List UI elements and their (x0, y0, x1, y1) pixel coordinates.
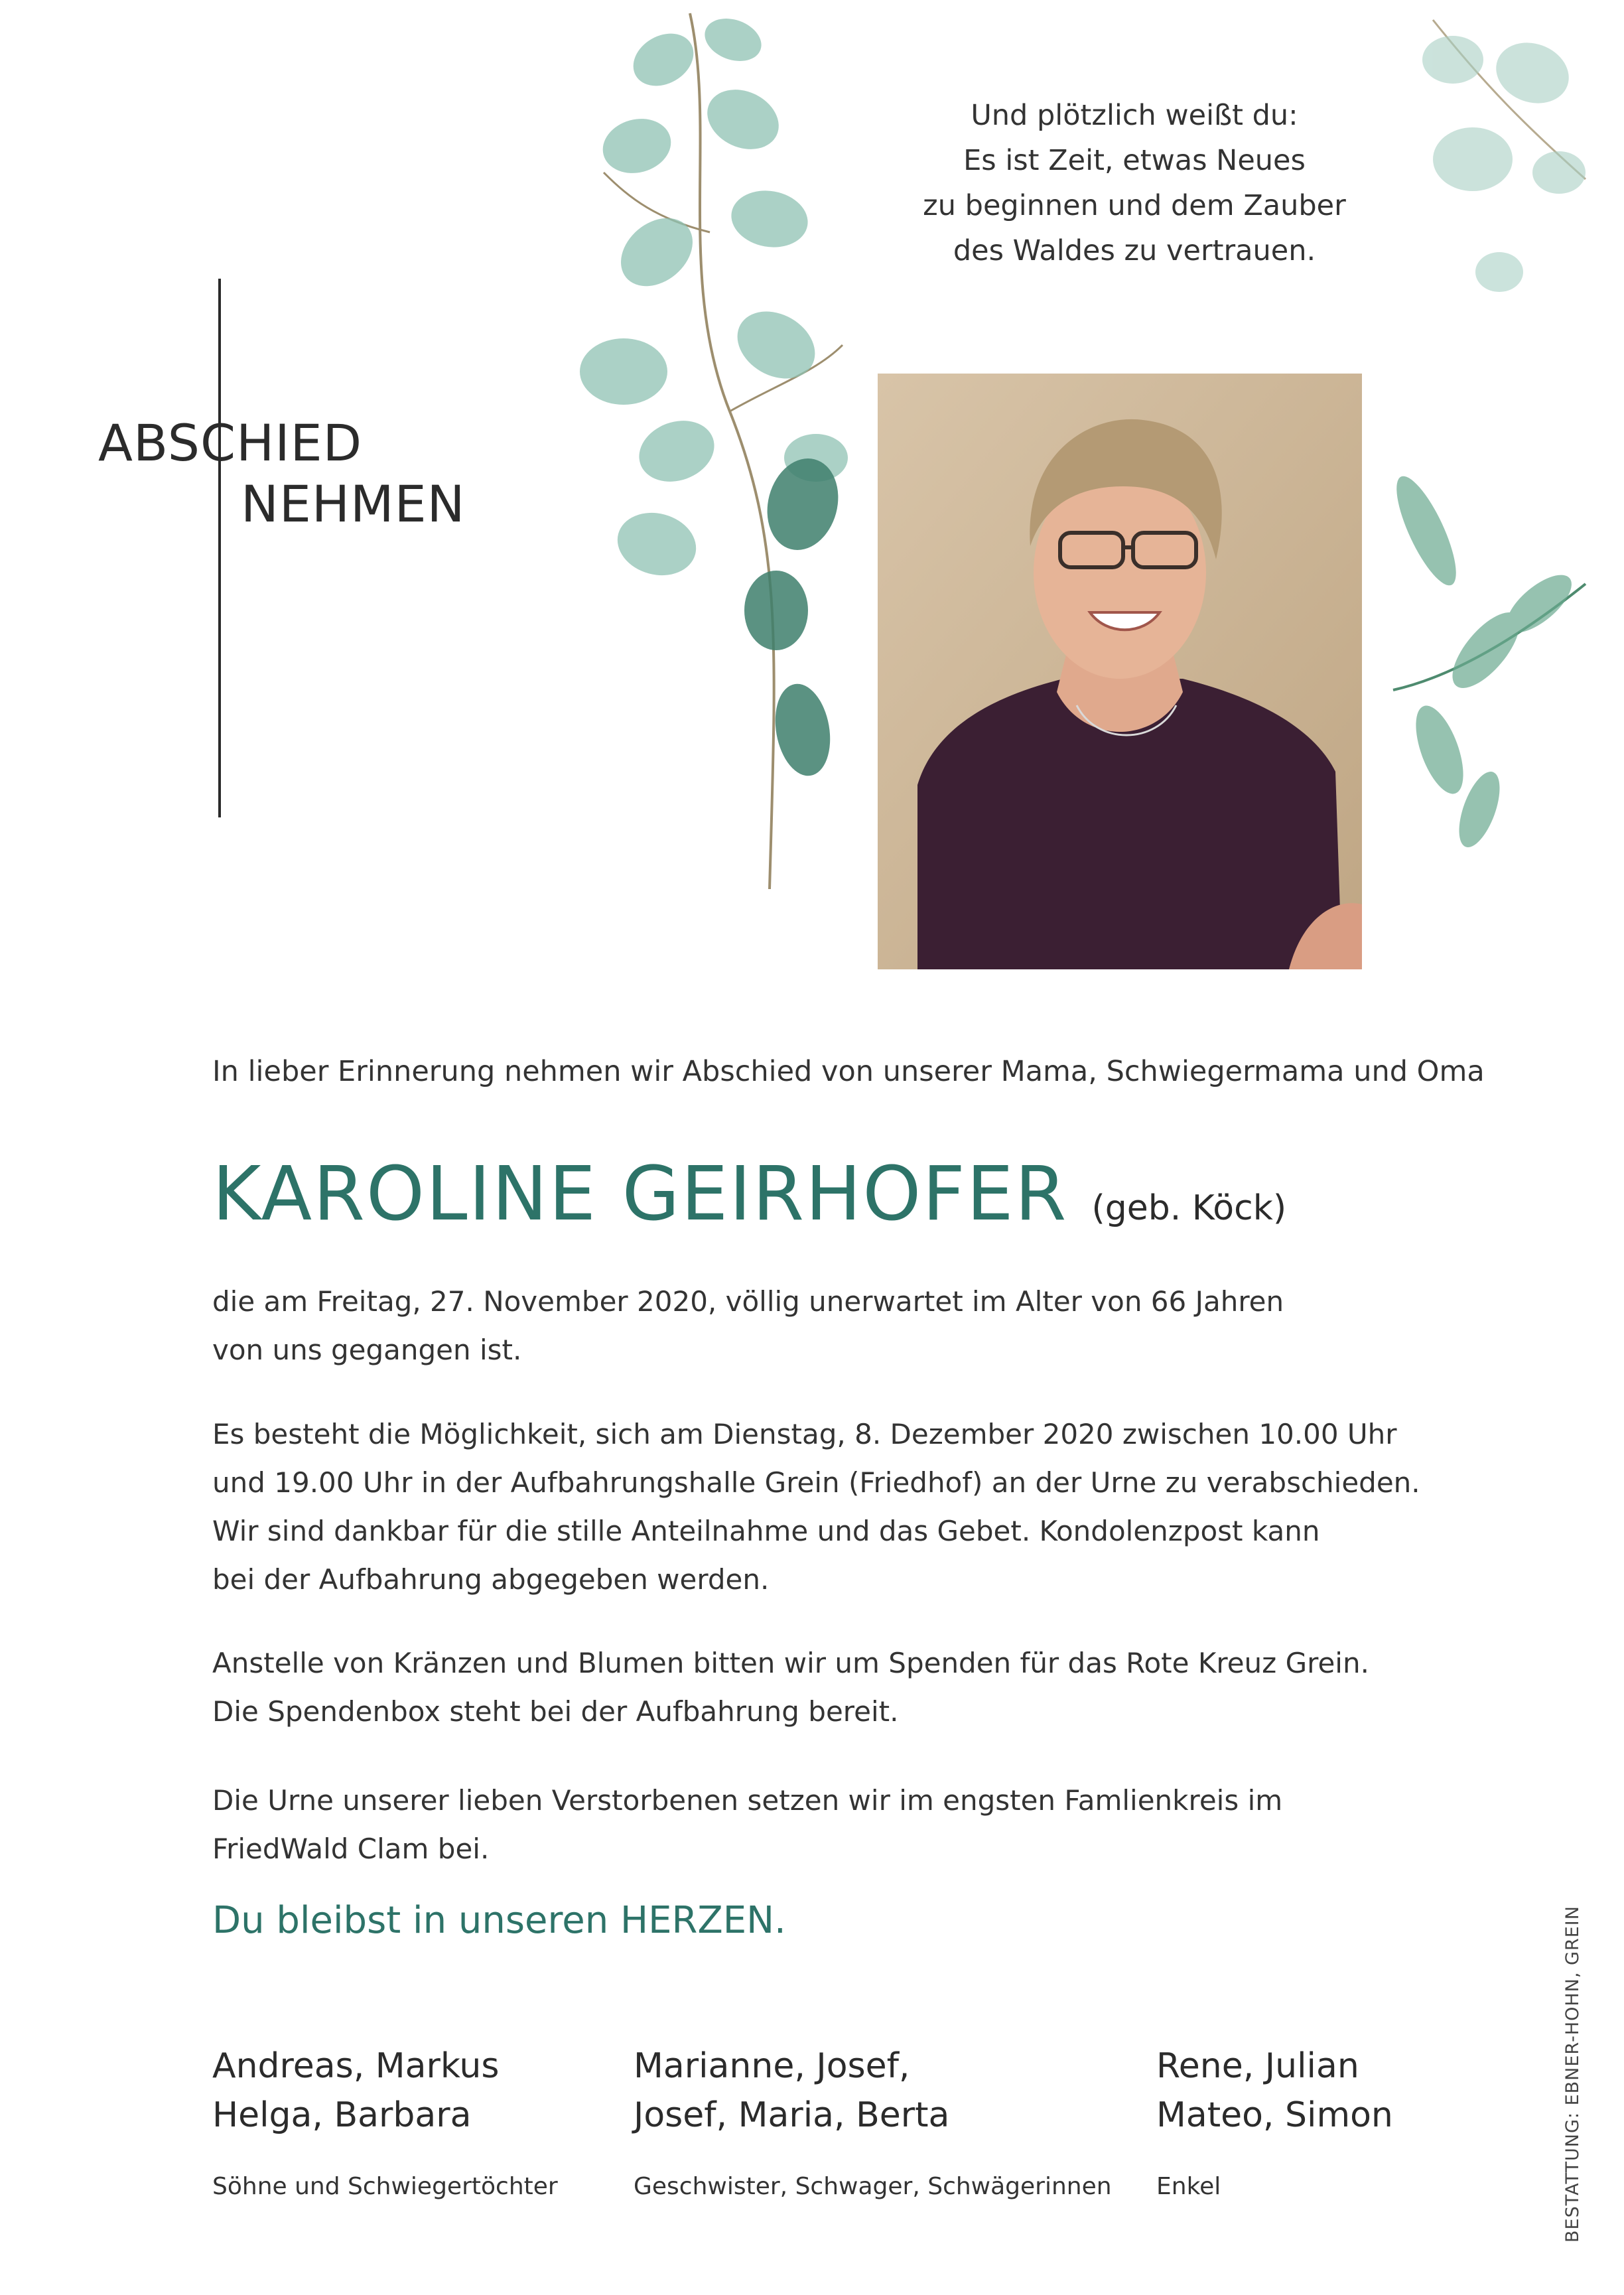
paragraph-donations (212, 1639, 1369, 1736)
motto: Du bleibst in unseren HERZEN. (212, 1899, 786, 1942)
cross-icon (218, 279, 221, 817)
paragraph-line: Anstelle von Kränzen und Blumen bitten wir um Spenden für das Rote Kreuz Grein. (212, 1647, 1369, 1679)
poem-line: zu beginnen und dem Zauber (923, 189, 1346, 222)
paragraph-line: Es besteht die Möglichkeit, sich am Dienstag, 8. Dezember 2020 zwischen 10.00 Uhr (212, 1418, 1397, 1450)
paragraph-line: von uns gegangen ist. (212, 1334, 522, 1366)
relation-label: Söhne und Schwiegertöchter (212, 2173, 558, 2200)
poem-line: Es ist Zeit, etwas Neues (963, 144, 1306, 177)
maiden-name: (geb. Köck) (1091, 1188, 1287, 1228)
paragraph-line: bei der Aufbahrung abgegeben werden. (212, 1563, 770, 1596)
mourner-name-line: Mateo, Simon (1156, 2095, 1393, 2135)
relation-label: Enkel (1156, 2173, 1221, 2200)
mourner-names-grandchildren (1156, 2042, 1393, 2140)
paragraph-line: die am Freitag, 27. November 2020, völlig unerwartet im Alter von 66 Jahren (212, 1285, 1284, 1318)
mourner-name-line: Andreas, Markus (212, 2046, 500, 2086)
poem-line: des Waldes zu vertrauen. (953, 234, 1316, 267)
intro-text: In lieber Erinnerung nehmen wir Abschied von unserer Mama, Schwiegermama und Oma (212, 1055, 1485, 1088)
paragraph-burial (212, 1776, 1282, 1873)
heading-line-1: ABSCHIED (98, 413, 363, 472)
mourner-names-sons (212, 2042, 499, 2140)
paragraph-line: und 19.00 Uhr in der Aufbahrungshalle Grein (Friedhof) an der Urne zu verabschieden. (212, 1466, 1420, 1499)
portrait-photo (878, 374, 1362, 969)
funeral-home-credit: BESTATTUNG: EBNER-HOHN, GREIN (1562, 1906, 1583, 2243)
eucalyptus-branch-right-top-icon (1393, 7, 1619, 312)
poem-line: Und plötzlich weißt du: (971, 99, 1298, 132)
mourner-name-line: Helga, Barbara (212, 2095, 472, 2135)
mourner-names-siblings (634, 2042, 949, 2140)
paragraph-line: Die Spendenbox steht bei der Aufbahrung bereit. (212, 1695, 899, 1728)
relation-label: Geschwister, Schwager, Schwägerinnen (634, 2173, 1112, 2200)
mourner-name-line: Josef, Maria, Berta (634, 2095, 950, 2135)
paragraph-death-notice (212, 1277, 1284, 1374)
paragraph-line: Wir sind dankbar für die stille Anteilnahme und das Gebet. Kondolenzpost kann (212, 1515, 1320, 1547)
poem (882, 93, 1387, 273)
paragraph-line: Die Urne unserer lieben Verstorbenen setzen wir im engsten Famlienkreis im (212, 1784, 1283, 1817)
deceased-name: KAROLINE GEIRHOFER (212, 1151, 1068, 1237)
mourner-name-line: Rene, Julian (1156, 2046, 1359, 2086)
paragraph-line: FriedWald Clam bei. (212, 1833, 490, 1865)
eucalyptus-branch-right-icon (1387, 438, 1612, 916)
eucalyptus-branch-left-icon (577, 0, 869, 902)
mourner-name-line: Marianne, Josef, (634, 2046, 910, 2086)
deceased-name-row (212, 1151, 1286, 1237)
heading-line-2: NEHMEN (241, 474, 466, 533)
paragraph-viewing (212, 1410, 1420, 1604)
